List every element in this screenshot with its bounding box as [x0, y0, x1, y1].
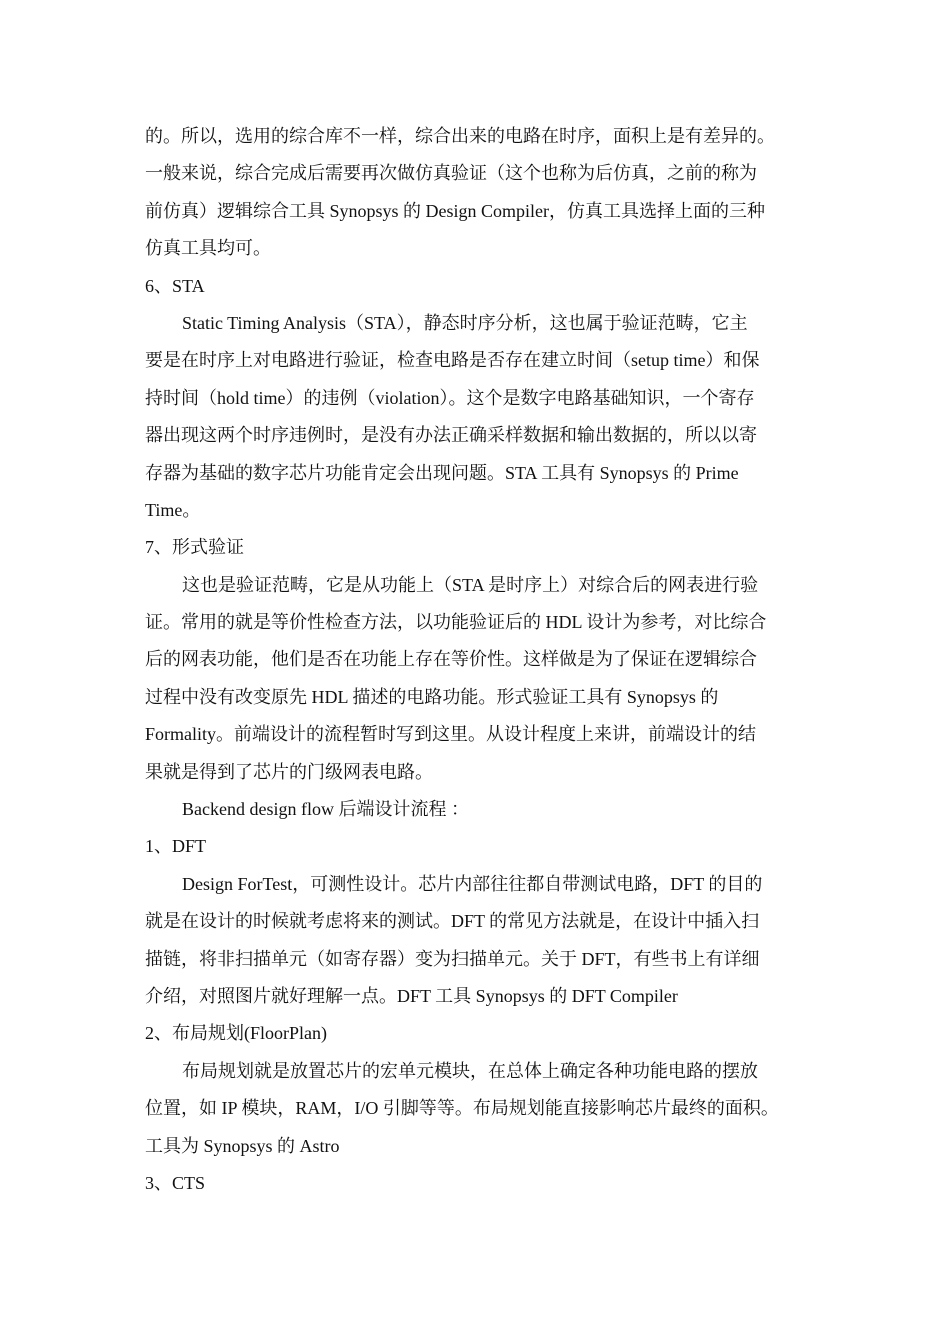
text-line: 要是在时序上对电路进行验证，检查电路是否存在建立时间（setup time）和保	[145, 350, 760, 371]
text-line: 布局规划就是放置芯片的宏单元模块，在总体上确定各种功能电路的摆放	[182, 1060, 758, 1081]
text-line: 仿真工具均可。	[145, 238, 271, 259]
text-line: Time。	[145, 499, 201, 520]
text-line: 证。常用的就是等价性检查方法，以功能验证后的 HDL 设计为参考，对比综合	[145, 612, 767, 633]
text-line: 位置，如 IP 模块，RAM，I/O 引脚等等。布局规划能直接影响芯片最终的面积。	[145, 1098, 779, 1119]
text-line: 过程中没有改变原先 HDL 描述的电路功能。形式验证工具有 Synopsys 的	[145, 686, 719, 707]
text-line: 持时间（hold time）的违例（violation）。这个是数字电路基础知识，一个寄存	[145, 387, 755, 408]
text-line: 工具为 Synopsys 的 Astro	[145, 1135, 340, 1156]
text-line: 1、DFT	[145, 836, 207, 857]
text-line: 一般来说，综合完成后需要再次做仿真验证（这个也称为后仿真，之前的称为	[145, 163, 757, 184]
text-line: 果就是得到了芯片的门级网表电路。	[145, 761, 433, 782]
text-line: Static Timing Analysis（STA），静态时序分析，这也属于验证范畴，它主	[182, 312, 748, 333]
text-line: 6、STA	[145, 275, 205, 296]
text-line: 器出现这两个时序违例时，是没有办法正确采样数据和输出数据的，所以以寄	[145, 425, 757, 446]
text-line: 3、CTS	[145, 1172, 206, 1193]
text-line: 这也是验证范畴，它是从功能上（STA 是时序上）对综合后的网表进行验	[182, 574, 759, 595]
text-line: Formality。前端设计的流程暂时写到这里。从设计程度上来讲，前端设计的结	[145, 724, 756, 745]
text-line: 2、布局规划(FloorPlan)	[145, 1023, 327, 1044]
text-line: Design ForTest，可测性设计。芯片内部往往都自带测试电路，DFT 的目的	[182, 873, 763, 894]
text-line: 存器为基础的数字芯片功能肯定会出现问题。STA 工具有 Synopsys 的 Prime	[145, 462, 739, 483]
text-line: 前仿真）逻辑综合工具 Synopsys 的 Design Compiler，仿真工具选择上面的三种	[145, 200, 766, 221]
document-body	[145, 118, 815, 1202]
text-line: 的。所以，选用的综合库不一样，综合出来的电路在时序，面积上是有差异的。	[145, 126, 775, 146]
text-line: 7、形式验证	[145, 537, 244, 558]
text-line: Backend design flow 后端设计流程 ：	[182, 799, 469, 820]
text-line: 介绍，对照图片就好理解一点。DFT 工具 Synopsys 的 DFT Compiler	[145, 985, 678, 1006]
text-line: 描链，将非扫描单元（如寄存器）变为扫描单元。关于 DFT，有些书上有详细	[145, 948, 760, 969]
text-line: 就是在设计的时候就考虑将来的测试。DFT 的常见方法就是，在设计中插入扫	[145, 911, 760, 932]
text-line: 后的网表功能，他们是否在功能上存在等价性。这样做是为了保证在逻辑综合	[145, 649, 757, 670]
